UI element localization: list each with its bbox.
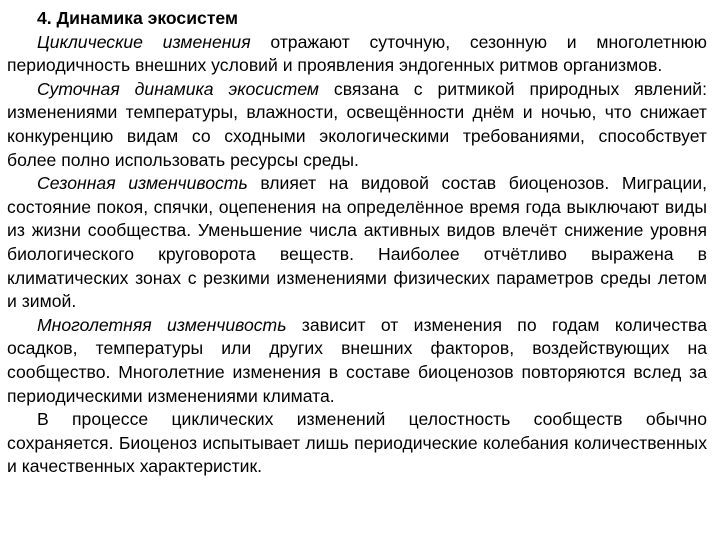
paragraph-conclusion xyxy=(7,408,707,479)
paragraph-text: зависит от изменения по годам количества осадков, температуры или других внешних факторов, воздействующих на сообщество. Многолетние изменения в составе биоценозов повторяются вслед за периодическими изменениями климата. xyxy=(7,314,707,406)
paragraph-long-term-variability xyxy=(7,314,707,408)
term-seasonal-variability: Сезонная изменчивость xyxy=(37,173,248,194)
paragraph-text: связана с ритмикой природных явлений: изменениями температуры, влажности, освещённости днём и ночью, что снижает конкуренцию видам со сходными экологическими требованиями, способствует более полно использовать ресурсы среды. xyxy=(7,78,707,170)
paragraph-daily-dynamics xyxy=(7,78,707,172)
paragraph-text: отражают суточную, сезонную и многолетнюю периодичность внешних условий и проявления эндогенных ритмов организмов. xyxy=(7,31,707,76)
paragraph-seasonal-variability xyxy=(7,172,707,314)
term-cyclic-changes: Циклические изменения xyxy=(37,31,251,52)
term-daily-dynamics: Суточная динамика экосистем xyxy=(37,78,319,99)
term-long-term-variability: Многолетняя изменчивость xyxy=(37,314,287,335)
paragraph-cyclic-changes xyxy=(7,31,707,78)
document-page xyxy=(7,7,707,479)
paragraph-text: влияет на видовой состав биоценозов. Миграции, состояние покоя, спячки, оцепенения на определённое время года выключают виды из жизни сообщества. Уменьшение числа активных видов влечёт снижение уровня биологического круговорота веществ. Наиболее отчётливо выражена в климатических зонах с резкими изменениями физических параметров среды летом и зимой. xyxy=(7,173,708,312)
section-heading: 4. Динамика экосистем xyxy=(37,8,239,28)
paragraph-text: В процессе циклических изменений целостность сообществ обычно сохраняется. Биоценоз испытывает лишь периодические колебания количественных и качественных характеристик. xyxy=(7,409,707,477)
